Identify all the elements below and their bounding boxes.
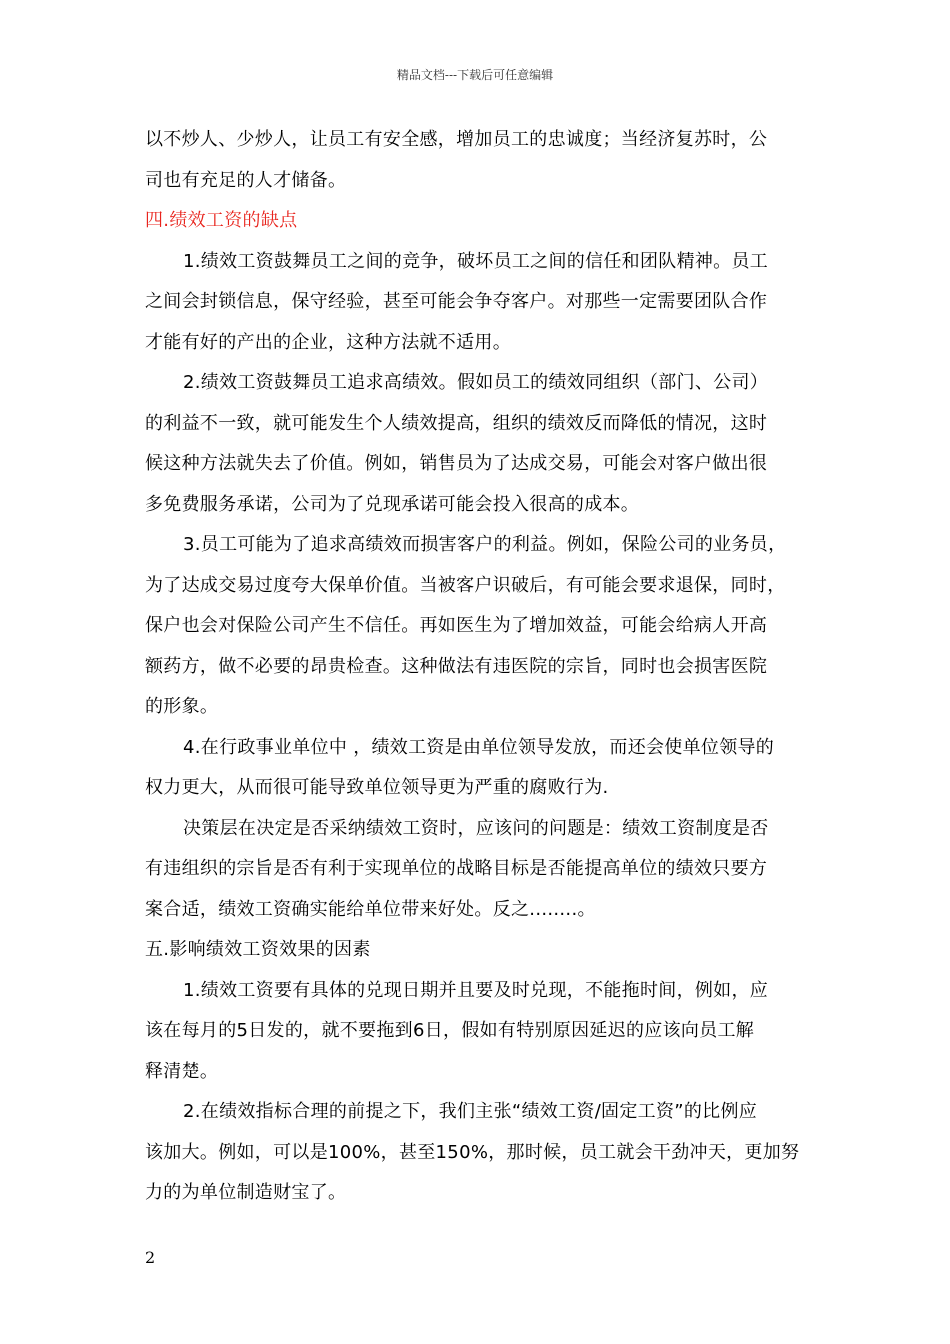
paragraph-line: 候这种方法就失去了价值。例如，销售员为了达成交易，可能会对客户做出很	[145, 453, 768, 474]
paragraph-line: 有违组织的宗旨是否有利于实现单位的战略目标是否能提高单位的绩效只要方	[145, 858, 768, 879]
paragraph-line: 才能有好的产出的企业，这种方法就不适用。	[145, 331, 511, 353]
paragraph-line: 4.在行政事业单位中 ，绩效工资是由单位领导发放，而还会使单位领导的	[183, 736, 775, 758]
paragraph-line: 司也有充足的人才储备。	[145, 169, 347, 191]
paragraph-line: 3.员工可能为了追求高绩效而损害客户的利益。例如，保险公司的业务员，	[183, 534, 787, 555]
page-header: 精品文档---下载后可任意编辑	[396, 68, 554, 82]
section-heading: 五.影响绩效工资效果的因素	[145, 939, 371, 960]
paragraph-line: 权力更大，从而很可能导致单位领导更为严重的腐败行为.	[145, 777, 609, 798]
paragraph-line: 2.在绩效指标合理的前提之下，我们主张“绩效工资/固定工资”的比例应	[183, 1101, 758, 1122]
paragraph-line: 释清楚。	[145, 1060, 219, 1082]
paragraph-line: 多免费服务承诺，公司为了兑现承诺可能会投入很高的成本。	[145, 493, 640, 515]
document-body	[145, 120, 811, 1214]
paragraph-line: 该加大。例如，可以是100%，甚至150%，那时候，员工就会干劲冲天，更加努	[145, 1141, 800, 1163]
paragraph-line: 之间会封锁信息，保守经验，甚至可能会争夺客户。对那些一定需要团队合作	[145, 291, 768, 312]
paragraph-line: 1.绩效工资要有具体的兑现日期并且要及时兑现，不能拖时间，例如，应	[183, 979, 769, 1001]
paragraph-line: 2.绩效工资鼓舞员工追求高绩效。假如员工的绩效同组织（部门、公司）	[183, 372, 769, 393]
paragraph-line: 的利益不一致，就可能发生个人绩效提高，组织的绩效反而降低的情况，这时	[145, 412, 768, 434]
paragraph-line: 保户也会对保险公司产生不信任。再如医生为了增加效益，可能会给病人开高	[145, 615, 768, 636]
page-number: 2	[145, 1248, 156, 1267]
paragraph-line: 力的为单位制造财宝了。	[145, 1182, 347, 1203]
paragraph-line: 1.绩效工资鼓舞员工之间的竞争，破坏员工之间的信任和团队精神。员工	[183, 250, 769, 272]
paragraph-line: 决策层在决定是否采纳绩效工资时，应该问的问题是：绩效工资制度是否	[183, 817, 769, 839]
paragraph-line: 该在每月的5日发的，就不要拖到6日，假如有特别原因延迟的应该向员工解	[145, 1020, 755, 1041]
paragraph-line: 的形象。	[145, 696, 219, 717]
paragraph-line: 额药方，做不必要的昂贵检查。这种做法有违医院的宗旨，同时也会损害医院	[145, 655, 768, 677]
paragraph-line: 为了达成交易过度夸大保单价值。当被客户识破后，有可能会要求退保，同时，	[145, 574, 786, 596]
paragraph-line: 以不炒人、少炒人，让员工有安全感，增加员工的忠诚度；当经济复苏时，公	[145, 129, 768, 150]
section-heading: 四.绩效工资的缺点	[145, 210, 298, 231]
paragraph-line: 案合适，绩效工资确实能给单位带来好处。反之........。	[145, 898, 596, 920]
